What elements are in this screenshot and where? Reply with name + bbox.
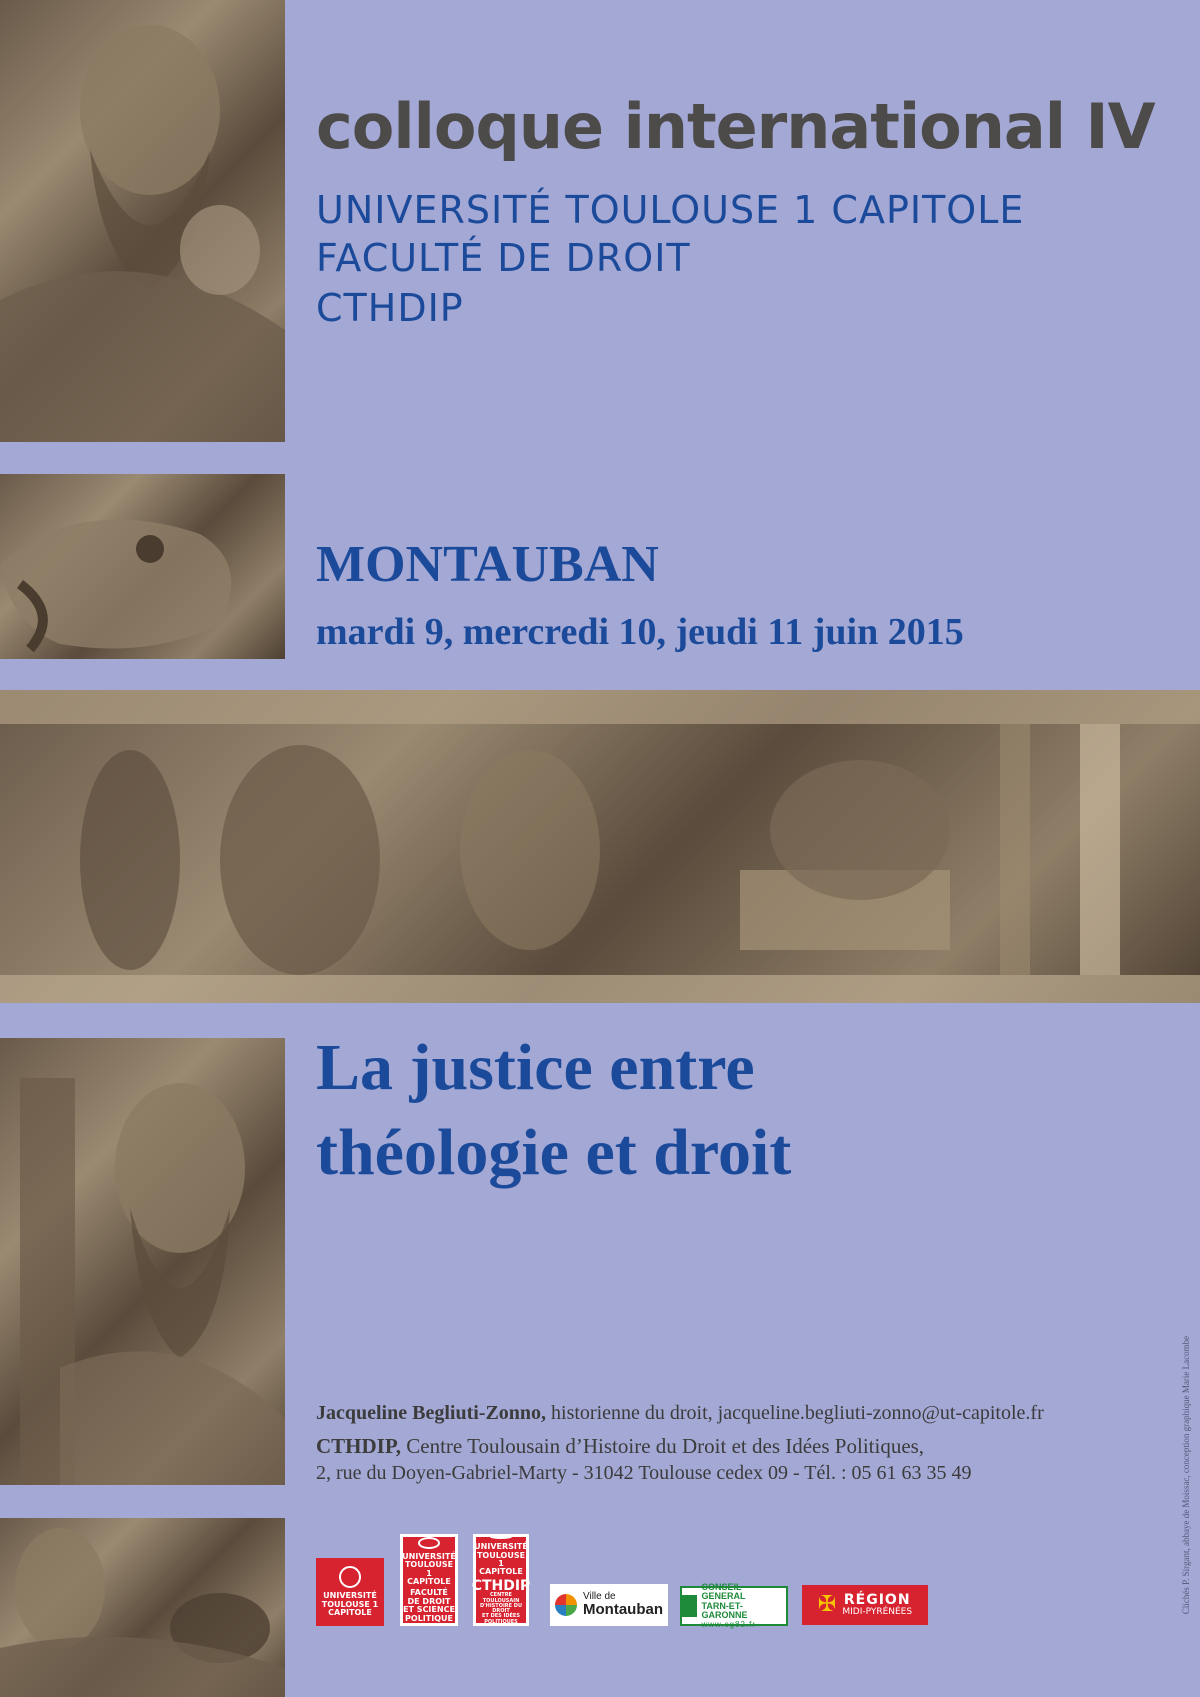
university-seal-icon: [490, 1535, 512, 1539]
colloquium-title-line-1: La justice entre: [316, 1031, 755, 1104]
university-seal-icon: [339, 1566, 361, 1588]
logo-region-midi-pyrenees: ✠ RÉGION MIDI-PYRÉNÉES: [802, 1585, 928, 1625]
org-acronym: CTHDIP,: [316, 1434, 401, 1458]
institution-university: UNIVERSITÉ TOULOUSE 1 CAPITOLE: [316, 188, 1025, 232]
colloquium-title-line-2: théologie et droit: [316, 1116, 792, 1189]
contact-organization: [316, 1434, 924, 1459]
logo-conseil-general-tarn-et-garonne: CONSEIL GENERAL TARN-ET-GARONNE www.cg82.fr: [680, 1586, 788, 1626]
photo-credits: Clichés P. Sirgant, abbaye de Moissac, conception graphique Marie Lacombe: [1181, 1335, 1191, 1615]
event-city: MONTAUBAN: [316, 536, 659, 593]
sculpture-photo-beast: [0, 474, 285, 659]
logo-faculte-de-droit: UNIVERSITÉ TOULOUSE 1 CAPITOLE FACULTÉ DE DROIT ET SCIENCE POLITIQUE: [400, 1534, 458, 1626]
institution-cthdip: CTHDIP: [316, 286, 464, 330]
montauban-flower-icon: [555, 1594, 577, 1616]
conseil-general-mark-icon: [682, 1595, 697, 1617]
contact-name: Jacqueline Begliuti-Zonno,: [316, 1402, 547, 1424]
contact-address: 2, rue du Doyen-Gabriel-Marty - 31042 Toulouse cedex 09 - Tél. : 05 61 63 35 49: [316, 1462, 972, 1484]
contact-person: [316, 1402, 1044, 1425]
institution-faculty: FACULTÉ DE DROIT: [316, 236, 691, 280]
sculpture-photo-prophet: [0, 1038, 285, 1485]
sculpture-frieze-band: [0, 690, 1200, 1003]
org-full-name: Centre Toulousain d’Histoire du Droit et des Idées Politiques,: [401, 1434, 925, 1458]
contact-role-email[interactable]: historienne du droit, jacqueline.begliuti-zonno@ut-capitole.fr: [546, 1402, 1044, 1424]
logo-ville-de-montauban: Ville de Montauban: [550, 1584, 668, 1626]
logo-cthdip: UNIVERSITÉ TOULOUSE 1 CAPITOLE CTHDIP CENTRE TOULOUSAIN D'HISTOIRE DU DROIT ET DES IDÉES POLITIQUES: [473, 1534, 529, 1626]
sculpture-photo-top: [0, 0, 285, 442]
logo-ut1-capitole: UNIVERSITÉ TOULOUSE 1 CAPITOLE: [316, 1558, 384, 1626]
occitan-cross-icon: ✠: [817, 1592, 837, 1618]
university-seal-icon: [418, 1537, 440, 1549]
sculpture-photo-bottom: [0, 1518, 285, 1697]
event-dates: mardi 9, mercredi 10, jeudi 11 juin 2015: [316, 611, 964, 653]
colloque-heading: colloque international IV: [316, 90, 1155, 163]
